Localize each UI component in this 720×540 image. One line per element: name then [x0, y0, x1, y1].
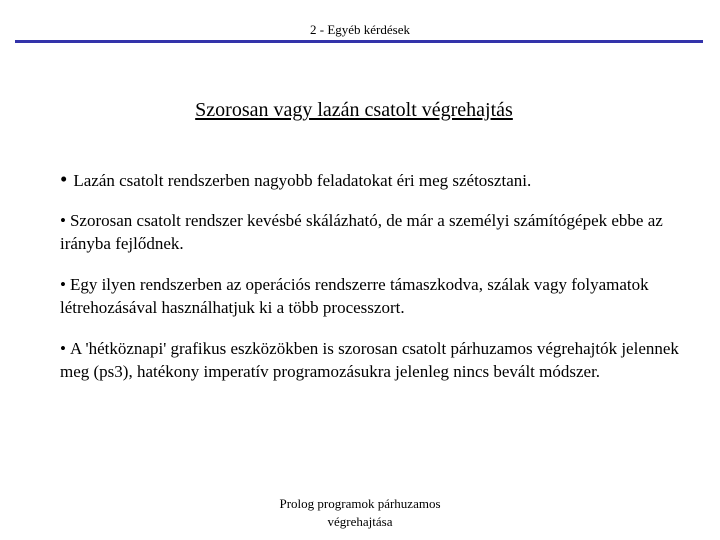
bullet-dot: •: [60, 275, 66, 294]
footer: [0, 495, 720, 531]
bullet-dot: •: [60, 211, 66, 230]
bullet-item: [60, 337, 680, 383]
bullet-item: [60, 273, 680, 319]
header-title: 2 - Egyéb kérdések: [310, 22, 410, 37]
footer-line-1: Prolog programok párhuzamos: [279, 496, 441, 511]
header-divider: [15, 40, 703, 43]
bullet-text: Szorosan csatolt rendszer kevésbé skálázható, de már a személyi számítógépek ebbe az irányba fejlődnek.: [60, 211, 663, 253]
bullet-list: [60, 168, 680, 401]
bullet-text: Lazán csatolt rendszerben nagyobb feladatokat éri meg szétosztani.: [73, 171, 532, 190]
slide-title-text: Szorosan vagy lazán csatolt végrehajtás: [195, 99, 513, 121]
slide-title: [0, 97, 708, 123]
footer-line-2: végrehajtása: [327, 514, 393, 529]
bullet-dot: •: [60, 339, 66, 358]
bullet-item: [60, 168, 680, 192]
bullet-dot: •: [60, 167, 68, 191]
bullet-text: A 'hétköznapi' grafikus eszközökben is szorosan csatolt párhuzamos végrehajtók jelennek meg (ps3), hatékony imperatív programozásukra jelenleg nincs bevált módszer.: [60, 339, 679, 381]
bullet-text: Egy ilyen rendszerben az operációs rendszerre támaszkodva, szálak vagy folyamatok létrehozásával használhatjuk ki a több processzort.: [60, 275, 649, 317]
bullet-item: [60, 209, 680, 255]
